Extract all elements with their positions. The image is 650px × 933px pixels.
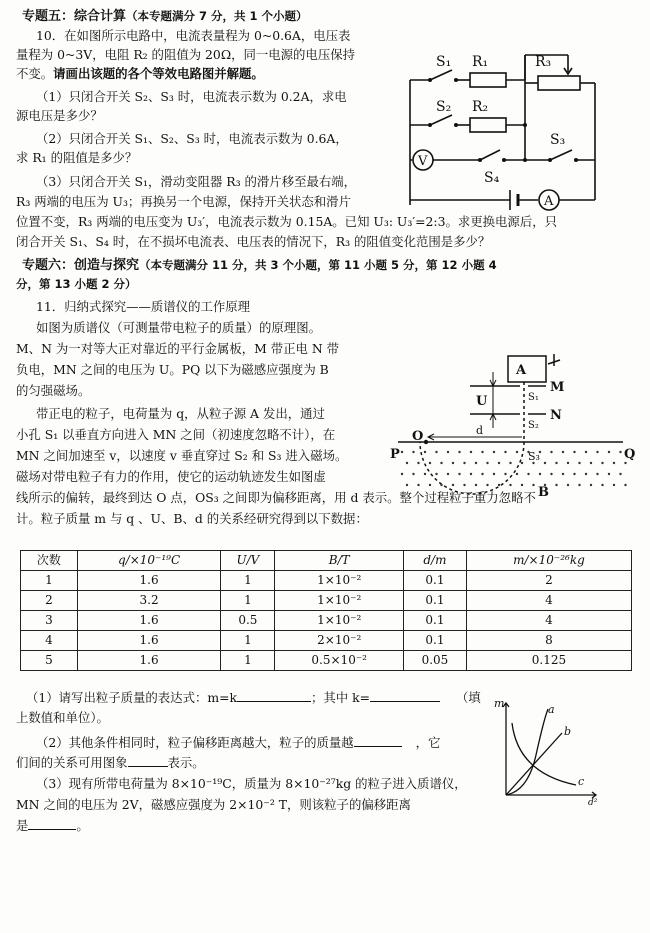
section5-title: 专题五：综合计算 <box>22 9 127 24</box>
sub1-line2: 上数值和单位）。 <box>16 710 109 725</box>
data-table <box>20 550 632 671</box>
field-dot <box>509 484 511 486</box>
field-dot <box>412 473 414 475</box>
table-cell: 4 <box>466 591 631 611</box>
answer-blank-k[interactable] <box>370 689 440 702</box>
graph-xlabel: d² <box>588 798 598 805</box>
section6-heading <box>22 255 497 275</box>
curve-a <box>506 709 548 795</box>
field-dot <box>619 451 621 453</box>
table-cell: 1×10⁻² <box>275 611 403 631</box>
field-dot <box>498 484 500 486</box>
field-dot <box>424 451 426 453</box>
q10-p1a: （1）只闭合开关 S₂、S₃ 时，电流表示数为 0.2A，求电 <box>36 89 347 104</box>
field-dot <box>601 462 603 464</box>
table-cell: 1 <box>221 591 275 611</box>
field-dot <box>493 451 495 453</box>
label-s2-hole: S₂ <box>528 420 539 431</box>
field-dot <box>567 462 569 464</box>
table-cell: 0.1 <box>403 631 466 651</box>
field-dot <box>578 484 580 486</box>
field-dot <box>481 473 483 475</box>
q10-line1: 10．在如图所示电路中，电流表量程为 0~0.6A，电压表 <box>36 28 351 43</box>
field-dot <box>458 473 460 475</box>
table-cell: 1×10⁻² <box>275 591 403 611</box>
label-r1: R₁ <box>472 54 489 70</box>
answer-blank-expression[interactable] <box>237 689 311 702</box>
table-cell: 0.1 <box>403 611 466 631</box>
field-dot <box>527 473 529 475</box>
field-dot <box>475 484 477 486</box>
field-dot <box>567 484 569 486</box>
table-cell: 5 <box>21 651 78 671</box>
table-row <box>21 611 632 631</box>
field-dot <box>550 473 552 475</box>
section6-title: 专题六：创造与探究 <box>22 258 140 273</box>
label-d: d <box>476 424 484 437</box>
label-v: V <box>418 154 428 169</box>
label-s1: S₁ <box>436 54 452 70</box>
field-dot <box>470 451 472 453</box>
field-dot <box>475 462 477 464</box>
field-dot <box>608 473 610 475</box>
table-row <box>21 571 632 591</box>
table-cell: 0.125 <box>466 651 631 671</box>
table-cell: 1 <box>221 651 275 671</box>
curve-b <box>506 733 562 795</box>
field-dot <box>585 451 587 453</box>
field-dot <box>504 451 506 453</box>
sub2-text-a: （2）其他条件相同时，粒子偏移距离越大，粒子的质量越 <box>36 735 354 750</box>
field-dot <box>429 484 431 486</box>
field-dot <box>424 473 426 475</box>
table-cell: 4 <box>466 611 631 631</box>
field-dot <box>590 484 592 486</box>
sub1-line1 <box>26 688 481 707</box>
field-dot <box>573 473 575 475</box>
q10-p3a: （3）只闭合开关 S₁，滑动变阻器 R₃ 的滑片移至最右端， <box>36 174 357 189</box>
field-dot <box>550 451 552 453</box>
sub2-line2 <box>16 753 205 772</box>
q10-line3b: 请画出该题的各个等效电路图并解题。 <box>53 66 264 81</box>
field-dot <box>578 462 580 464</box>
q11-l6: 小孔 S₁ 以垂直方向进入 MN 之间（初速度忽略不计），在 <box>16 427 336 442</box>
field-dot <box>481 451 483 453</box>
sub2-text-b: ，它 <box>415 735 441 750</box>
table-cell: 1.6 <box>77 611 221 631</box>
label-o: O <box>412 429 424 444</box>
table-cell: 4 <box>21 631 78 651</box>
col-header-u: U/V <box>221 551 275 571</box>
field-dot <box>532 484 534 486</box>
table-cell: 1×10⁻² <box>275 571 403 591</box>
field-dot <box>601 484 603 486</box>
field-dot <box>486 484 488 486</box>
col-header-trial: 次数 <box>21 551 78 571</box>
field-dot <box>573 451 575 453</box>
label-m: M <box>550 380 565 395</box>
table-row <box>21 591 632 611</box>
field-dot <box>596 451 598 453</box>
table-cell: 1 <box>21 571 78 591</box>
q10-line3a: 不变。 <box>16 66 54 81</box>
field-dot <box>470 473 472 475</box>
field-dot <box>435 473 437 475</box>
field-dot <box>406 462 408 464</box>
sub2-line1 <box>36 733 440 752</box>
q11-l1: 如图为质谱仪（可测量带电粒子的质量）的原理图。 <box>36 320 321 335</box>
q11-l5: 带正电的粒子，电荷量为 q，从粒子源 A 发出，通过 <box>36 406 325 421</box>
col-header-b: B/T <box>275 551 403 571</box>
sub3-line2: MN 之间的电压为 2V，磁感应强度为 2×10⁻² T，则该粒子的偏移距离 <box>16 797 411 812</box>
field-dot <box>452 462 454 464</box>
sub1-text-c: （填 <box>456 690 481 705</box>
table-cell: 2 <box>466 571 631 591</box>
section6-note1: （本专题满分 11 分，共 3 个小题，第 11 小题 5 分，第 12 小题 4 <box>139 258 497 272</box>
table-cell: 0.1 <box>403 591 466 611</box>
field-dot <box>544 462 546 464</box>
table-cell: 0.5 <box>221 611 275 631</box>
magnetic-field-dots <box>401 451 627 486</box>
sub3-text-c: 是 <box>16 818 29 833</box>
section5-note: （本专题满分 7 分，共 1 个小题） <box>126 9 308 23</box>
table-cell: 1.6 <box>77 631 221 651</box>
circuit-diagram <box>400 40 620 220</box>
field-dot <box>447 473 449 475</box>
table-cell: 1 <box>221 631 275 651</box>
field-dot <box>516 451 518 453</box>
field-dot <box>463 484 465 486</box>
label-s4: S₄ <box>484 170 500 186</box>
field-dot <box>417 462 419 464</box>
field-dot <box>624 462 626 464</box>
q10-p3d: 闭合开关 S₁、S₄ 时，在不损坏电流表、电压表的情况下，R₃ 的阻值变化范围是多少？ <box>16 234 491 249</box>
label-n: N <box>550 408 562 423</box>
section5-heading <box>22 6 308 26</box>
table-cell: 3 <box>21 611 78 631</box>
col-header-d: d/m <box>403 551 466 571</box>
q11-l3: 负电，MN 之间的电压为 U。PQ 以下为磁感应强度为 B <box>16 362 329 377</box>
table-row <box>21 631 632 651</box>
table-cell: 1 <box>221 571 275 591</box>
section6-note2: 分，第 13 小题 2 分） <box>16 277 137 291</box>
q10-p3c: 位置不变，R₃ 两端的电压变为 U₃′，电流表示数为 0.15A。已知 U₃: U₃′=2:3。求更换电源后，只 <box>16 214 557 229</box>
q11-l10: 计。粒子质量 m 与 q 、U、B、d 的关系经研究得到以下数据： <box>16 511 368 526</box>
field-dot <box>447 451 449 453</box>
field-dot <box>562 473 564 475</box>
sub1-text-b: ；其中 k= <box>311 690 371 705</box>
field-dot <box>504 473 506 475</box>
q11-title: 11．归纳式探究——质谱仪的工作原理 <box>36 299 251 314</box>
field-dot <box>624 484 626 486</box>
graph-label-c: c <box>578 775 585 788</box>
table-cell: 3.2 <box>77 591 221 611</box>
q10-line3 <box>16 64 264 83</box>
label-a: A <box>544 194 554 209</box>
sub1-text-a: （1）请写出粒子质量的表达式：m=k <box>26 690 237 705</box>
q11-l7: MN 之间加速至 v，以速度 v 垂直穿过 S₂ 和 S₃ 进入磁场。 <box>16 448 348 463</box>
label-s3-hole: S₃ <box>528 450 540 463</box>
field-dot <box>516 473 518 475</box>
field-dot <box>435 451 437 453</box>
table-cell: 0.1 <box>403 571 466 591</box>
field-dot <box>401 473 403 475</box>
table-cell: 2 <box>21 591 78 611</box>
field-dot <box>521 484 523 486</box>
table-cell: 1.6 <box>77 571 221 591</box>
q10-p2b: 求 R₁ 的阻值是多少？ <box>16 150 138 165</box>
answer-blank-graph[interactable] <box>128 754 168 767</box>
q10-line2: 量程为 0~3V，电阻 R₂ 的阻值为 20Ω，同一电源的电压保持 <box>16 47 355 62</box>
field-dot <box>429 462 431 464</box>
table-header-row <box>21 551 632 571</box>
field-dot <box>555 484 557 486</box>
field-dot <box>596 473 598 475</box>
field-dot <box>613 484 615 486</box>
field-dot <box>555 462 557 464</box>
q11-l4: 的匀强磁场。 <box>16 383 91 398</box>
field-dot <box>608 451 610 453</box>
field-dot <box>509 462 511 464</box>
table-cell: 0.5×10⁻² <box>275 651 403 671</box>
field-dot <box>498 462 500 464</box>
field-dot <box>585 473 587 475</box>
field-dot <box>406 484 408 486</box>
table-cell: 1.6 <box>77 651 221 671</box>
q11-l2: M、N 为一对等大正对靠近的平行金属板，M 带正电 N 带 <box>16 341 340 356</box>
label-s3: S₃ <box>550 132 566 148</box>
m-d2-graph <box>488 695 603 805</box>
field-dot <box>486 462 488 464</box>
field-dot <box>562 451 564 453</box>
label-a-source: A <box>516 363 527 378</box>
label-s2: S₂ <box>436 99 452 115</box>
field-dot <box>539 473 541 475</box>
label-s1-hole: S₁ <box>528 392 539 403</box>
sub3-line3 <box>16 816 89 835</box>
answer-blank-mass-trend[interactable] <box>354 734 402 747</box>
table-cell: 2×10⁻² <box>275 631 403 651</box>
q10-p2a: （2）只闭合开关 S₁、S₂、S₃ 时，电流表示数为 0.6A， <box>36 131 348 146</box>
spectrometer-diagram <box>388 350 638 508</box>
label-r2: R₂ <box>472 99 489 115</box>
q10-p1b: 源电压是多少？ <box>16 108 103 123</box>
field-dot <box>613 462 615 464</box>
field-dot <box>493 473 495 475</box>
q11-l8: 磁场对带电粒子有力的作用，使它的运动轨迹发生如图虚 <box>16 469 326 484</box>
graph-label-b: b <box>564 725 572 738</box>
label-r3: R₃ <box>535 54 552 70</box>
table-row <box>21 651 632 671</box>
graph-ylabel: m <box>494 697 505 710</box>
sub2-text-d: 表示。 <box>167 755 205 770</box>
col-header-q: q/×10⁻¹⁹C <box>77 551 221 571</box>
field-dot <box>440 484 442 486</box>
table-cell: 0.05 <box>403 651 466 671</box>
q11-l9: 线所示的偏转，最终到达 O 点，OS₃ 之间即为偏移距离，用 d 表示。整个过程粒子重力忽略不 <box>16 490 536 505</box>
field-dot <box>590 462 592 464</box>
label-q: Q <box>624 447 636 462</box>
field-dot <box>619 473 621 475</box>
col-header-m: m/×10⁻²⁶kg <box>466 551 631 571</box>
label-p: P <box>390 447 400 462</box>
field-dot <box>458 451 460 453</box>
field-dot <box>463 462 465 464</box>
answer-blank-distance[interactable] <box>28 817 76 830</box>
field-dot <box>440 462 442 464</box>
sub3-line1: （3）现有所带电荷量为 8×10⁻¹⁹C，质量为 8×10⁻²⁷kg 的粒子进入质谱仪， <box>36 776 467 791</box>
field-dot <box>412 451 414 453</box>
field-dot <box>401 451 403 453</box>
graph-label-a: a <box>548 703 555 716</box>
sub3-text-d: 。 <box>76 818 89 833</box>
q10-p3b: R₃ 两端的电压为 U₃；再换另一个电源，保持开关状态和滑片 <box>16 194 351 209</box>
label-u: U <box>476 394 488 409</box>
field-dot <box>417 484 419 486</box>
field-dot <box>521 462 523 464</box>
label-b: B <box>538 485 549 500</box>
sub2-text-c: 们间的关系可用图象 <box>16 755 128 770</box>
table-cell: 8 <box>466 631 631 651</box>
field-dot <box>452 484 454 486</box>
